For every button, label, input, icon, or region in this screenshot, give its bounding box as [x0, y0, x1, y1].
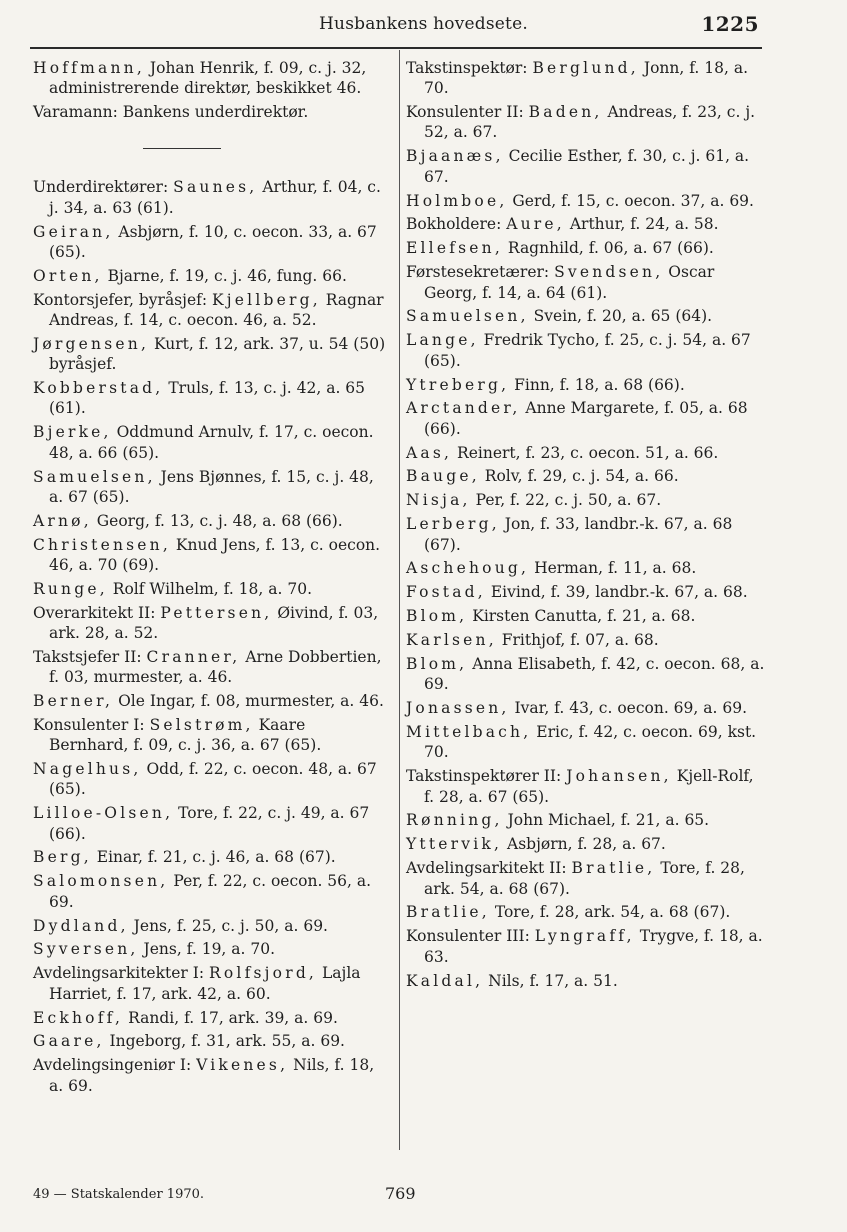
- person-details: Bankens underdirektør.: [122, 103, 309, 122]
- person-surname: Jørgensen,: [33, 334, 150, 353]
- person-details: Tore, f. 28, ark. 54, a. 68 (67).: [489, 903, 731, 922]
- directory-entry: [406, 630, 766, 650]
- person-details: Kirsten Canutta, f. 21, a. 68.: [467, 607, 696, 626]
- person-surname: Selstrøm,: [149, 715, 254, 734]
- person-details: Per, f. 22, c. oecon. 56, a. 69.: [49, 872, 372, 911]
- person-surname: Saunes,: [173, 178, 258, 197]
- header-rule: [30, 47, 762, 49]
- person-details: Nils, f. 17, a. 51.: [483, 971, 618, 990]
- directory-entry: [33, 759, 389, 800]
- person-details: Johan Henrik, f. 09, c. j. 32, administrerende direktør, beskikket 46.: [49, 59, 367, 98]
- section-separator: [143, 148, 221, 149]
- person-surname: Vikenes,: [196, 1056, 289, 1075]
- directory-entry: [33, 102, 389, 122]
- directory-entry: [33, 1008, 389, 1028]
- person-details: Knud Jens, f. 13, c. oecon. 46, a. 70 (69).: [49, 535, 381, 574]
- person-details: Kaare Bernhard, f. 09, c. j. 36, a. 67 (65).: [49, 715, 322, 755]
- directory-entry: [406, 582, 766, 602]
- person-details: Ragnar Andreas, f. 14, c. oecon. 46, a. 52.: [49, 290, 384, 330]
- directory-entry: [33, 579, 389, 599]
- person-surname: Ellefsen,: [406, 239, 503, 258]
- person-details: Jens Bjønnes, f. 15, c. j. 48, a. 67 (65).: [49, 467, 374, 506]
- person-surname: Runge,: [33, 579, 108, 598]
- position-label: Overarkitekt II:: [33, 603, 156, 622]
- position-label: Avdelingsingeniør I:: [33, 1056, 192, 1075]
- person-surname: Rolfsjord,: [209, 964, 318, 983]
- person-details: Eivind, f. 39, landbr.-k. 67, a. 68.: [485, 583, 748, 602]
- person-surname: Aschehoug,: [406, 559, 530, 578]
- person-surname: Pettersen,: [160, 603, 273, 622]
- person-surname: Bjerke,: [33, 423, 112, 442]
- person-surname: Salomonsen,: [33, 872, 169, 891]
- directory-entry: [406, 102, 766, 143]
- person-details: Arthur, f. 24, a. 58.: [564, 215, 719, 234]
- person-details: Rolv, f. 29, c. j. 54, a. 66.: [479, 467, 679, 486]
- person-surname: Svendsen,: [554, 263, 664, 282]
- person-details: Oddmund Arnulv, f. 17, c. oecon. 48, a. 66 (65).: [49, 423, 374, 462]
- directory-entry: [406, 654, 766, 695]
- directory-entry: [406, 514, 766, 555]
- directory-entry: [406, 398, 766, 439]
- person-surname: Lange,: [406, 331, 479, 350]
- running-header: Husbankens hovedsete.: [319, 14, 528, 34]
- person-details: Jens, f. 25, c. j. 50, a. 69.: [128, 916, 328, 935]
- directory-entry: [33, 334, 389, 375]
- right-column: [406, 58, 766, 994]
- person-details: Øivind, f. 03, ark. 28, a. 52.: [49, 603, 379, 642]
- directory-entry: [33, 715, 389, 756]
- person-details: Kurt, f. 12, ark. 37, u. 54 (50) byråsjef.: [49, 334, 386, 374]
- person-details: Anne Margarete, f. 05, a. 68 (66).: [424, 399, 748, 438]
- person-surname: Samuelsen,: [33, 467, 156, 486]
- person-details: Per, f. 22, c. j. 50, a. 67.: [470, 491, 662, 510]
- position-label: Konsulenter I:: [33, 715, 145, 734]
- person-details: Andreas, f. 23, c. j. 52, a. 67.: [424, 103, 756, 142]
- directory-entry: [406, 375, 766, 395]
- person-surname: Johansen,: [566, 767, 672, 786]
- person-details: Georg, f. 13, c. j. 48, a. 68 (66).: [91, 511, 343, 530]
- directory-entry: [406, 971, 766, 991]
- person-surname: Cranner,: [146, 647, 241, 666]
- person-details: Svein, f. 20, a. 65 (64).: [528, 307, 713, 326]
- directory-entry: [406, 191, 766, 211]
- person-details: Tore, f. 28, ark. 54, a. 68 (67).: [424, 859, 745, 898]
- directory-entry: [406, 262, 766, 303]
- person-surname: Aure,: [506, 215, 565, 234]
- position-label: Takstinspektører II:: [406, 767, 562, 786]
- person-details: Rolf Wilhelm, f. 18, a. 70.: [107, 579, 313, 598]
- person-surname: Arctander,: [406, 399, 521, 418]
- directory-entry: [406, 490, 766, 510]
- person-surname: Nagelhus,: [33, 760, 142, 779]
- directory-entry: [33, 177, 389, 218]
- person-details: Eric, f. 42, c. oecon. 69, kst. 70.: [424, 723, 757, 762]
- person-details: Lajla Harriet, f. 17, ark. 42, a. 60.: [49, 964, 361, 1003]
- person-details: Ivar, f. 43, c. oecon. 69, a. 69.: [509, 699, 747, 718]
- directory-entry: [406, 766, 766, 807]
- person-surname: Berg,: [33, 848, 92, 867]
- person-details: Ragnhild, f. 06, a. 67 (66).: [502, 239, 714, 258]
- directory-entry: [33, 467, 389, 508]
- directory-entry: [406, 558, 766, 578]
- person-surname: Syversen,: [33, 940, 139, 959]
- directory-entry: [33, 847, 389, 867]
- position-label: Bokholdere:: [406, 215, 502, 234]
- directory-entry: [406, 902, 766, 922]
- person-details: Odd, f. 22, c. oecon. 48, a. 67 (65).: [49, 760, 377, 799]
- person-details: Jonn, f. 18, a. 70.: [424, 59, 749, 98]
- person-details: Anna Elisabeth, f. 42, c. oecon. 68, a. 69.: [424, 655, 765, 694]
- directory-entry: [33, 939, 389, 959]
- person-details: Bjarne, f. 19, c. j. 46, fung. 66.: [102, 266, 347, 285]
- directory-entry: [406, 306, 766, 326]
- position-label: Avdelingsarkitekter I:: [33, 964, 205, 983]
- position-label: Konsulenter III:: [406, 927, 530, 946]
- person-surname: Ytreberg,: [406, 375, 510, 394]
- person-details: Randi, f. 17, ark. 39, a. 69.: [123, 1008, 338, 1027]
- position-label: Takstinspektør:: [406, 59, 528, 77]
- position-label: Avdelingsarkitekt II:: [406, 859, 567, 878]
- person-surname: Nisja,: [406, 491, 471, 510]
- person-surname: Bauge,: [406, 467, 480, 486]
- directory-entry: [406, 698, 766, 718]
- person-details: Truls, f. 13, c. j. 42, a. 65 (61).: [49, 379, 366, 418]
- person-surname: Gaare,: [33, 1032, 105, 1051]
- person-surname: Jonassen,: [406, 699, 510, 718]
- person-details: John Michael, f. 21, a. 65.: [502, 811, 710, 830]
- person-surname: Bratlie,: [406, 903, 490, 922]
- person-surname: Fostad,: [406, 583, 486, 602]
- directory-entry: [33, 1055, 389, 1096]
- directory-entry: [33, 647, 389, 688]
- position-label: Konsulenter II:: [406, 103, 524, 122]
- directory-entry: [406, 146, 766, 187]
- person-details: Tore, f. 22, c. j. 49, a. 67 (66).: [49, 804, 370, 843]
- person-details: Trygve, f. 18, a. 63.: [424, 927, 763, 966]
- person-surname: Blom,: [406, 655, 468, 673]
- directory-entry: [33, 603, 389, 644]
- directory-entry: [406, 926, 766, 967]
- person-surname: Mittelbach,: [406, 723, 532, 742]
- left-block-director: [33, 58, 389, 122]
- person-details: Arne Dobbertien, f. 03, murmester, a. 46.: [49, 647, 382, 687]
- page-number: 1225: [701, 12, 759, 36]
- directory-entry: [33, 266, 389, 286]
- directory-entry: [33, 963, 389, 1004]
- position-label: Takstsjefer II:: [33, 647, 142, 666]
- person-surname: Baden,: [528, 103, 603, 122]
- person-details: Ingeborg, f. 31, ark. 55, a. 69.: [104, 1032, 345, 1051]
- directory-entry: [33, 916, 389, 936]
- directory-entry: [33, 1031, 389, 1051]
- person-details: Ole Ingar, f. 08, murmester, a. 46.: [113, 692, 384, 711]
- person-details: Finn, f. 18, a. 68 (66).: [509, 375, 685, 394]
- directory-entry: [33, 511, 389, 531]
- person-surname: Hoffmann,: [33, 59, 145, 77]
- person-details: Frithjof, f. 07, a. 68.: [496, 631, 659, 650]
- person-details: Jon, f. 33, landbr.-k. 67, a. 68 (67).: [424, 515, 733, 554]
- person-details: Arthur, f. 04, c. j. 34, a. 63 (61).: [49, 178, 381, 217]
- footer-page-number: 769: [385, 1184, 416, 1203]
- directory-entry: [406, 330, 766, 371]
- directory-entry: [33, 803, 389, 844]
- person-surname: Berner,: [33, 692, 114, 711]
- directory-entry: [33, 290, 389, 331]
- directory-entry: [406, 722, 766, 763]
- directory-entry: [406, 810, 766, 830]
- directory-entry: [33, 535, 389, 576]
- directory-entry: [33, 222, 389, 263]
- directory-entry: [406, 214, 766, 234]
- directory-entry: [33, 378, 389, 419]
- directory-entry: [33, 422, 389, 463]
- person-surname: Kjellberg,: [212, 290, 321, 309]
- person-details: Oscar Georg, f. 14, a. 64 (61).: [424, 263, 715, 302]
- person-surname: Aas,: [406, 443, 453, 462]
- person-details: Reinert, f. 23, c. oecon. 51, a. 66.: [452, 443, 719, 462]
- person-surname: Samuelsen,: [406, 307, 529, 326]
- person-details: Asbjørn, f. 10, c. oecon. 33, a. 67 (65).: [49, 222, 377, 261]
- position-label: Varamann:: [33, 103, 118, 122]
- person-surname: Geiran,: [33, 222, 114, 241]
- person-surname: Lerberg,: [406, 515, 500, 534]
- person-surname: Eckhoff,: [33, 1008, 124, 1027]
- directory-entry: [33, 691, 389, 711]
- person-surname: Blom,: [406, 607, 468, 626]
- left-block-staff: [33, 177, 389, 1095]
- position-label: Kontorsjefer, byråsjef:: [33, 290, 208, 309]
- directory-entry: [406, 238, 766, 258]
- person-surname: Orten,: [33, 266, 103, 285]
- person-details: Fredrik Tycho, f. 25, c. j. 54, a. 67 (65).: [424, 331, 751, 370]
- left-column: [33, 58, 389, 1100]
- person-surname: Yttervik,: [406, 835, 503, 854]
- position-label: Førstesekretærer:: [406, 263, 550, 282]
- person-surname: Kaldal,: [406, 971, 484, 990]
- person-details: Nils, f. 18, a. 69.: [49, 1056, 375, 1095]
- person-surname: Berglund,: [532, 59, 639, 77]
- person-details: Einar, f. 21, c. j. 46, a. 68 (67).: [91, 848, 336, 867]
- person-surname: Karlsen,: [406, 631, 497, 650]
- person-surname: Rønning,: [406, 811, 503, 830]
- footer-source: 49 — Statskalender 1970.: [33, 1187, 205, 1202]
- directory-entry: [406, 606, 766, 626]
- person-details: Cecilie Esther, f. 30, c. j. 61, a. 67.: [424, 147, 750, 186]
- directory-entry: [406, 834, 766, 854]
- person-details: Kjell-Rolf, f. 28, a. 67 (65).: [424, 767, 754, 806]
- person-surname: Kobberstad,: [33, 379, 164, 398]
- person-surname: Lyngraff,: [534, 927, 635, 946]
- person-surname: Lilloe-Olsen,: [33, 804, 174, 823]
- column-divider: [399, 50, 400, 1150]
- person-surname: Bjaanæs,: [406, 147, 504, 166]
- person-details: Jens, f. 19, a. 70.: [138, 940, 276, 959]
- directory-entry: [406, 58, 766, 99]
- directory-entry: [406, 858, 766, 899]
- person-surname: Christensen,: [33, 535, 171, 554]
- position-label: Underdirektører:: [33, 178, 169, 197]
- directory-entry: [406, 466, 766, 486]
- directory-entry: [406, 443, 766, 463]
- person-surname: Bratlie,: [571, 859, 656, 878]
- person-details: Asbjørn, f. 28, a. 67.: [502, 835, 666, 854]
- person-details: Herman, f. 11, a. 68.: [529, 559, 697, 578]
- person-surname: Arnø,: [33, 511, 92, 530]
- directory-entry: [33, 58, 389, 99]
- directory-entry: [33, 871, 389, 912]
- person-surname: Dydland,: [33, 916, 129, 935]
- person-details: Gerd, f. 15, c. oecon. 37, a. 69.: [507, 191, 754, 210]
- person-surname: Holmboe,: [406, 191, 508, 210]
